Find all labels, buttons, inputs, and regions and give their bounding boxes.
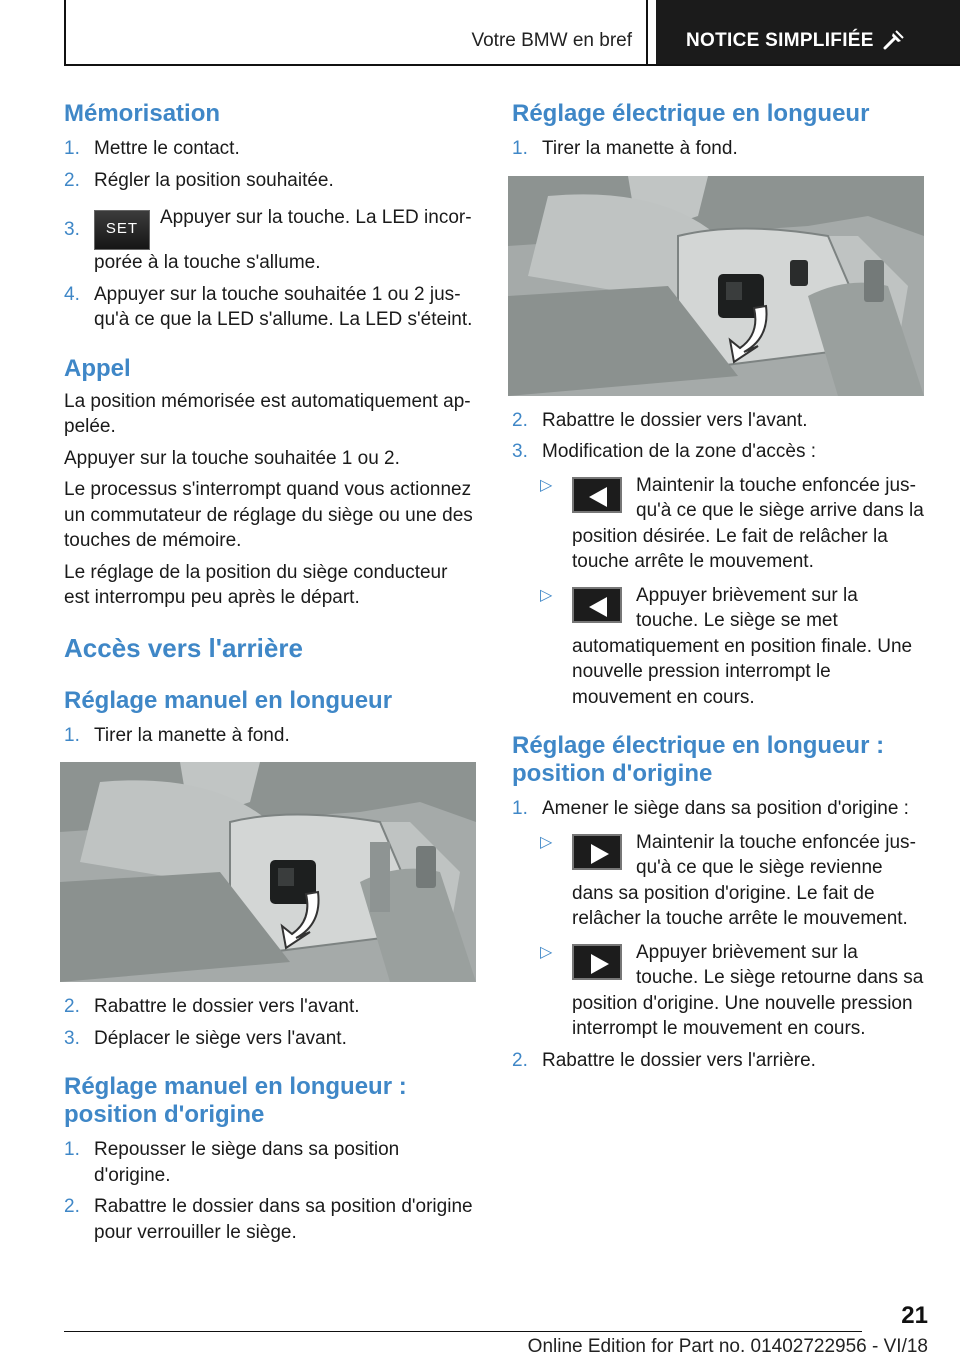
heading-acces: Accès vers l'arrière: [64, 632, 303, 663]
header-rule: [64, 64, 960, 66]
triangle-bullet-icon: ▷: [540, 476, 553, 494]
sub-list-item: ▷ Appuyer brièvement sur la touche. Le siège se met automatiquement en position finale. Une nouvelle pression interrompt le mouvement en cours.: [540, 584, 913, 708]
seat-lever-illustration: [60, 762, 476, 982]
paragraph: Le processus s'interrompt quand vous actionnez un commutateur de réglage du siège ou une des touches de mémoire.: [64, 479, 473, 551]
heading-memorisation: Mémorisation: [64, 100, 221, 127]
seat-forward-icon: [572, 477, 622, 513]
paragraph: Appuyer sur la touche souhaitée 1 ou 2.: [64, 447, 400, 469]
wrench-icon: [882, 28, 906, 52]
footer-edition: Online Edition for Part no. 01402722956 - VI/18: [527, 1336, 928, 1357]
list-item: 4. Appuyer sur la touche souhaitée 1 ou 2 jusqu'à ce que la LED s'allume. La LED s'éteint.: [64, 283, 473, 330]
list-item: 1. Amener le siège dans sa position d'origine :: [512, 798, 909, 819]
list-item: 3. SETAppuyer sur la touche. La LED incorporée à la touche s'allume.: [64, 207, 472, 273]
header-section-box: [64, 0, 648, 66]
list-item: 3. Modification de la zone d'accès :: [512, 441, 817, 462]
page-number: 21: [901, 1302, 928, 1329]
list-item: 2. Rabattre le dossier vers l'arrière.: [512, 1049, 816, 1071]
list-item: 1. Tirer la manette à fond.: [512, 138, 738, 159]
seat-back-icon: [572, 944, 622, 980]
header-chapter-tab: [656, 0, 960, 66]
list-item: 1. Repousser le siège dans sa position d'origine.: [64, 1139, 400, 1186]
list-item: 3. Déplacer le siège vers l'avant.: [64, 1027, 347, 1049]
list-item: 2. Rabattre le dossier vers l'avant.: [512, 409, 808, 431]
right-column: [512, 100, 924, 1073]
seat-back-icon: [572, 834, 622, 870]
list-item: 1. Mettre le contact.: [64, 138, 240, 159]
left-column: [64, 100, 478, 1245]
header-chapter-title: NOTICE SIMPLIFIÉE: [686, 30, 874, 51]
paragraph: La position mémorisée est automatiquement appelée.: [64, 390, 471, 437]
heading-reglage-manuel: Réglage manuel en longueur: [64, 686, 393, 714]
list-item: 2. Rabattre le dossier dans sa position d'origine pour verrouiller le siège.: [64, 1196, 473, 1243]
heading-appel: Appel: [64, 354, 131, 382]
heading-manuel-origine: Réglage manuel en longueur : position d'origine: [64, 1073, 407, 1128]
list-item: 2. Régler la position souhaitée.: [64, 169, 334, 191]
header-section-title: Votre BMW en bref: [471, 30, 632, 51]
triangle-bullet-icon: ▷: [540, 586, 553, 604]
seat-forward-icon: [572, 587, 622, 623]
paragraph: Le réglage de la position du siège conducteur est interrompu peu après le départ.: [64, 561, 448, 608]
sub-list-item: ▷ Maintenir la touche enfoncée jusqu'à ce que le siège revienne dans sa position d'origine. Le fait de relâcher la touche arrête le mouvement.: [540, 831, 916, 929]
footer-rule: [64, 1331, 862, 1332]
triangle-bullet-icon: ▷: [540, 943, 553, 961]
sub-list-item: ▷ Maintenir la touche enfoncée jusqu'à ce que le siège arrive dans la position désirée. Le fait de relâcher la touche arrête le mouvement.: [540, 474, 924, 572]
sub-list-item: ▷ Appuyer brièvement sur la touche. Le siège retourne dans sa position d'origine. Une nouvelle pression interrompt le mouvement en cours.: [540, 941, 924, 1039]
list-item: 1. Tirer la manette à fond.: [64, 724, 290, 746]
list-item: 2. Rabattre le dossier vers l'avant.: [64, 996, 360, 1017]
heading-electrique-origine: Réglage électrique en longueur : position d'origine: [512, 732, 885, 787]
triangle-bullet-icon: ▷: [540, 833, 553, 851]
set-key-icon: SET: [94, 210, 150, 250]
seat-lever-illustration: [508, 176, 924, 396]
heading-reglage-electrique: Réglage électrique en longueur: [512, 100, 870, 127]
